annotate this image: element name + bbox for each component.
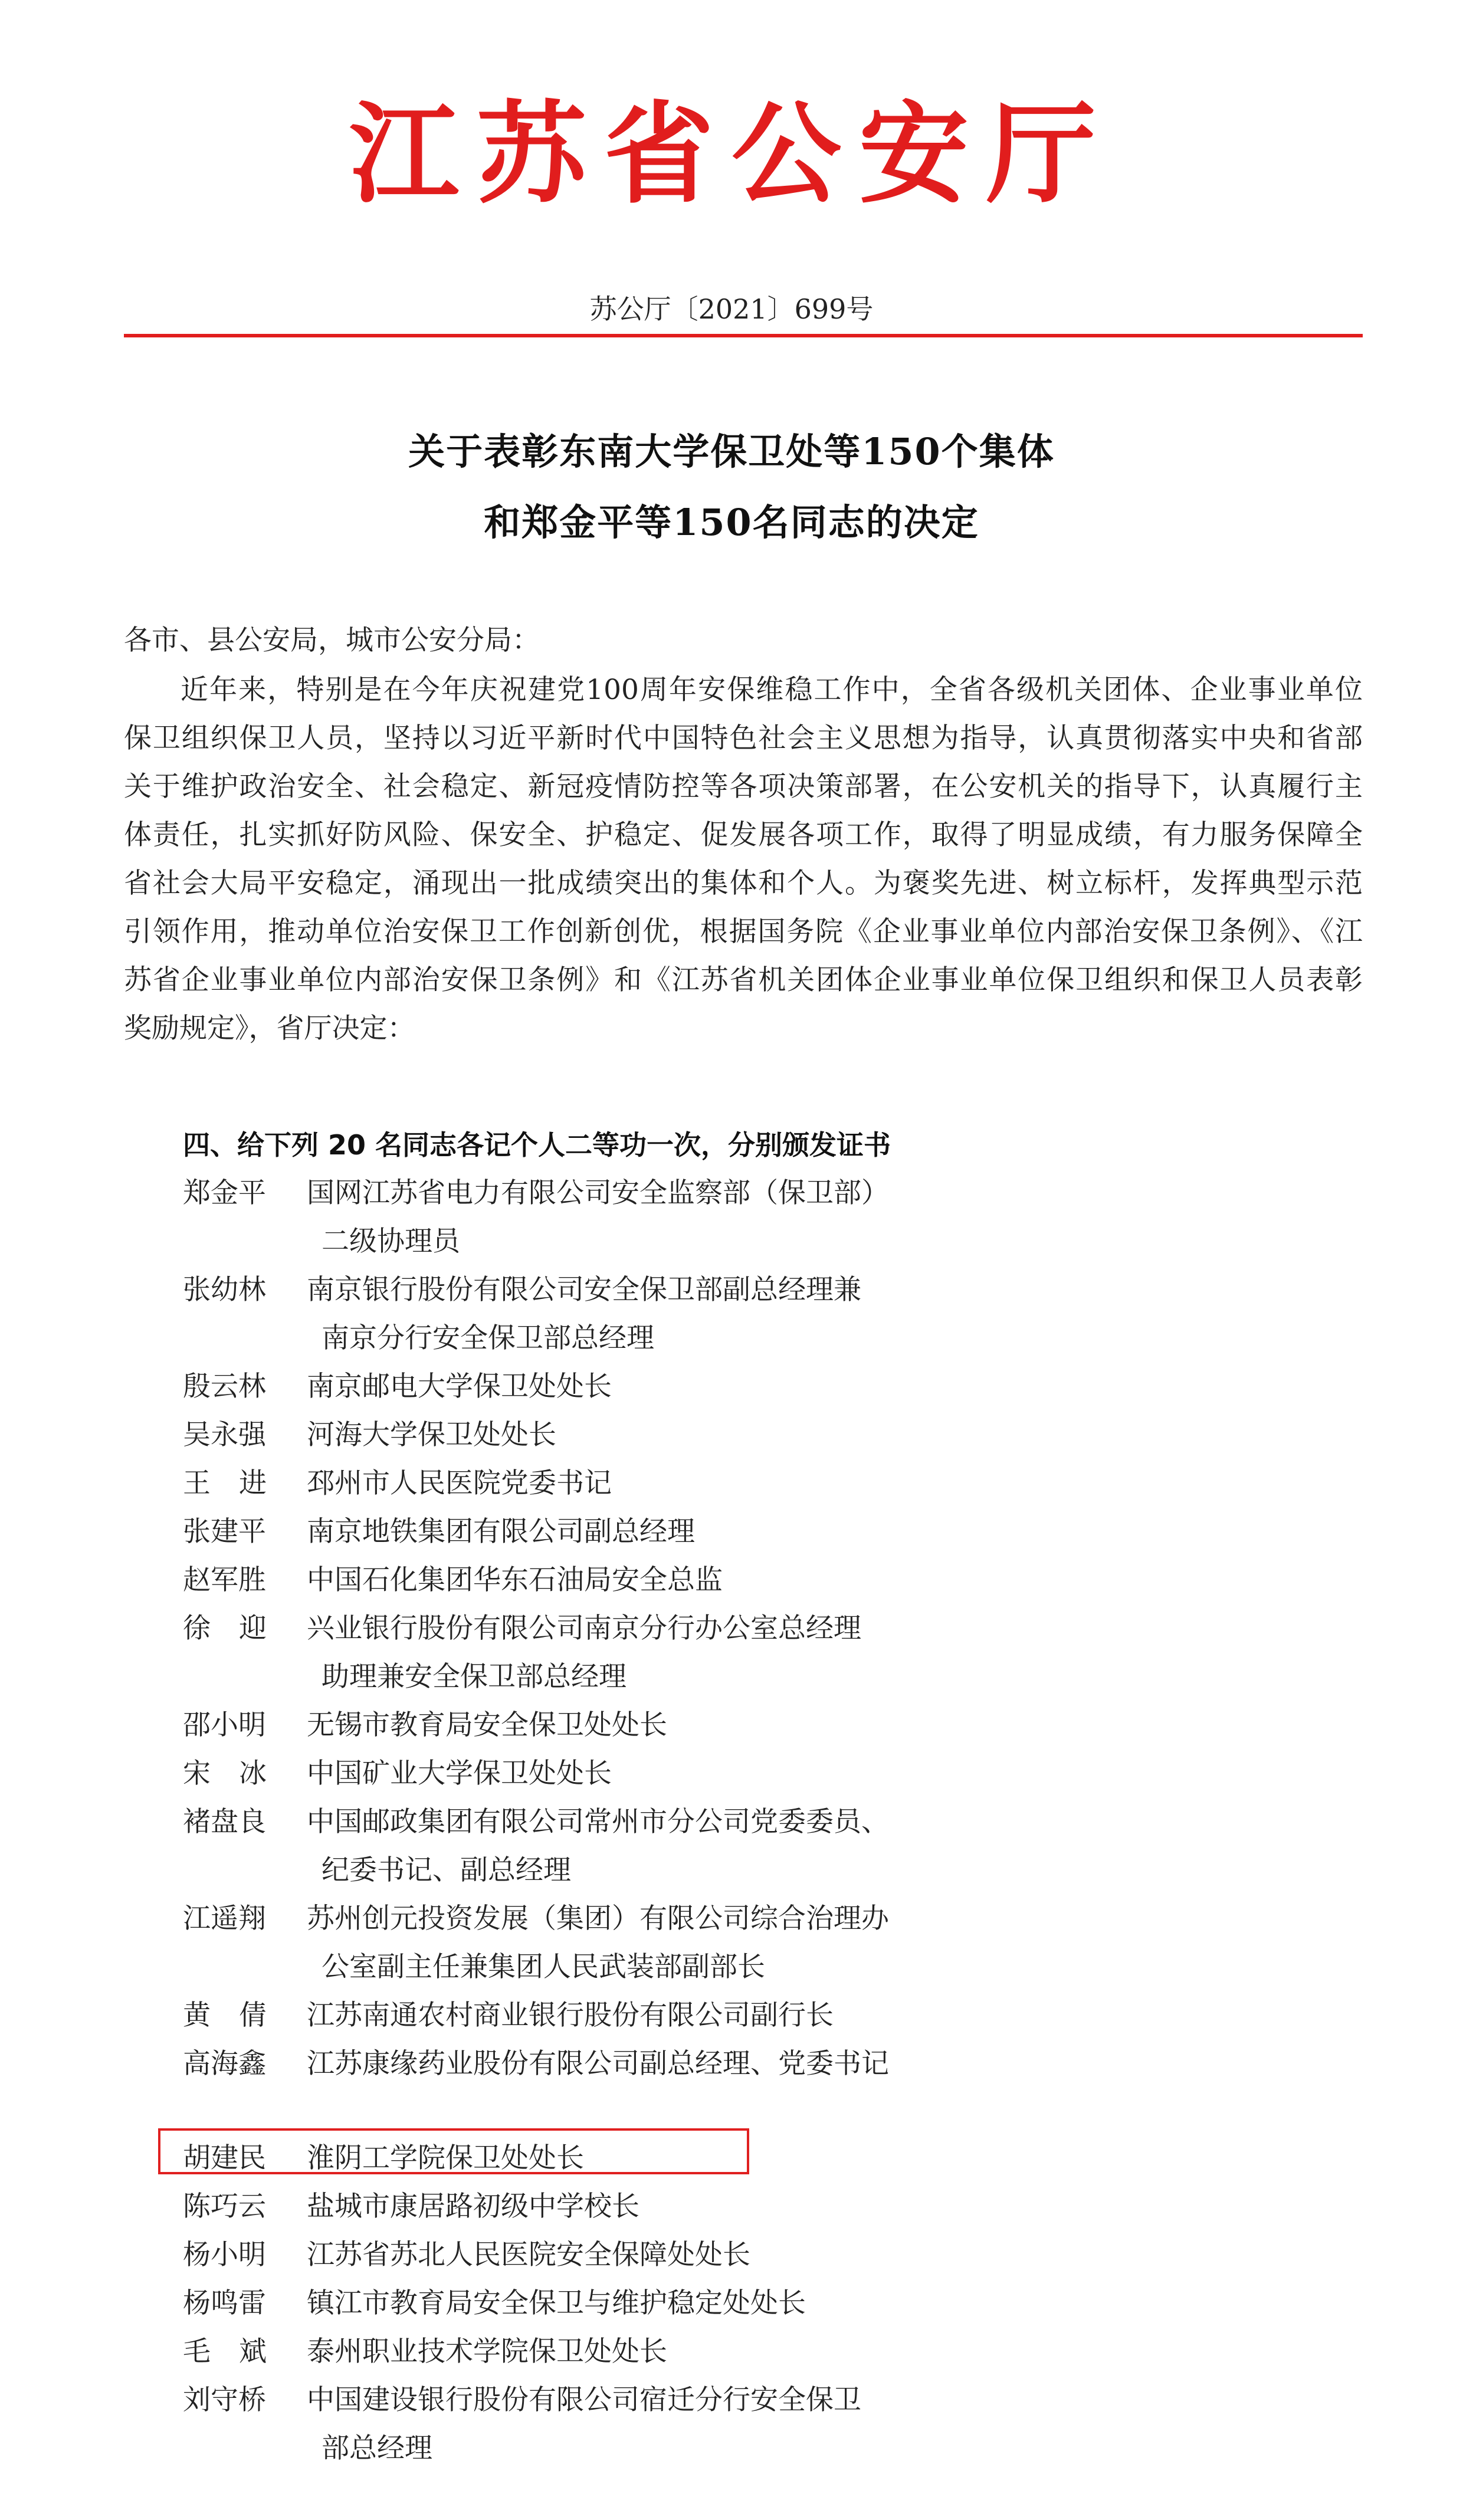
honoree-role-continued: 二级协理员 (322, 1225, 460, 1258)
honoree-role: 苏州创元投资发展（集团）有限公司综合治理办 (307, 1902, 889, 1935)
honoree-role: 泰州职业技术学院保卫处处长 (307, 2335, 667, 2368)
honoree-name: 郑金平 (183, 1177, 266, 1209)
honoree-name: 黄倩 (183, 1999, 295, 2032)
honoree-role: 中国建设银行股份有限公司宿迁分行安全保卫 (307, 2384, 861, 2416)
honoree-role-continued: 纪委书记、副总经理 (322, 1854, 571, 1886)
body-line: 省社会大局平安稳定，涌现出一批成绩突出的集体和个人。为褒奖先进、树立标杆，发挥典型示范 (124, 867, 1363, 900)
honoree-role: 中国邮政集团有限公司常州市分公司党委委员、 (307, 1806, 889, 1838)
honoree-role: 镇江市教育局安全保卫与维护稳定处处长 (307, 2287, 806, 2319)
honoree-role: 无锡市教育局安全保卫处处长 (307, 1709, 667, 1741)
honoree-name: 张幼林 (183, 1274, 266, 1306)
body-line: 奖励规定》，省厅决定： (124, 1012, 415, 1045)
honoree-role: 江苏省苏北人民医院安全保障处处长 (307, 2239, 750, 2271)
honoree-role: 南京地铁集团有限公司副总经理 (307, 1515, 695, 1548)
header-divider (124, 334, 1363, 337)
honoree-name: 吴永强 (183, 1419, 266, 1451)
body-line: 保卫组织保卫人员，坚持以习近平新时代中国特色社会主义思想为指导，认真贯彻落实中央和省部 (124, 722, 1363, 754)
honoree-role-highlighted: 淮阴工学院保卫处处长 (307, 2142, 584, 2174)
honoree-role: 南京邮电大学保卫处处长 (307, 1370, 612, 1403)
honoree-name: 张建平 (183, 1515, 266, 1548)
body-line: 近年来，特别是在今年庆祝建党100周年安保维稳工作中，全省各级机关团体、企业事业单位 (181, 674, 1363, 706)
honoree-role: 中国石化集团华东石油局安全总监 (307, 1564, 723, 1596)
honoree-role: 国网江苏省电力有限公司安全监察部（保卫部） (307, 1177, 889, 1209)
honoree-name: 王进 (183, 1467, 295, 1499)
document-number: 苏公厅〔2021〕699号 (589, 293, 874, 325)
honoree-name: 江遥翔 (183, 1902, 266, 1935)
honoree-role: 邳州市人民医院党委书记 (307, 1467, 612, 1499)
honoree-role-continued: 部总经理 (322, 2432, 432, 2465)
honoree-name: 陈巧云 (183, 2190, 266, 2223)
honoree-role: 中国矿业大学保卫处处长 (307, 1757, 612, 1790)
section-heading: 四、给下列 20 名同志各记个人二等功一次，分别颁发证书 (183, 1129, 891, 1161)
body-line: 关于维护政治安全、社会稳定、新冠疫情防控等各项决策部署，在公安机关的指导下，认真履行主 (124, 770, 1363, 803)
honoree-role-continued: 助理兼安全保卫部总经理 (322, 1661, 626, 1693)
honoree-role-continued: 南京分行安全保卫部总经理 (322, 1322, 654, 1354)
honoree-role: 南京银行股份有限公司安全保卫部副总经理兼 (307, 1274, 861, 1306)
honoree-name: 褚盘良 (183, 1806, 266, 1838)
document-title-line-2: 和郑金平等150名同志的决定 (484, 501, 979, 544)
org-title: 江苏省公安厅 (349, 89, 1114, 218)
body-line: 苏省企业事业单位内部治安保卫条例》和《江苏省机关团体企业事业单位保卫组织和保卫人员表彰 (124, 964, 1363, 996)
honoree-role: 兴业银行股份有限公司南京分行办公室总经理 (307, 1612, 861, 1645)
honoree-name-highlighted: 胡建民 (183, 2142, 266, 2174)
honoree-name: 高海鑫 (183, 2048, 266, 2080)
honoree-name: 殷云林 (183, 1370, 266, 1403)
honoree-role: 盐城市康居路初级中学校长 (307, 2190, 639, 2223)
salutation: 各市、县公安局，城市公安分局： (124, 624, 540, 657)
honoree-role: 河海大学保卫处处长 (307, 1419, 556, 1451)
honoree-role: 江苏康缘药业股份有限公司副总经理、党委书记 (307, 2048, 889, 2080)
document-title-line-1: 关于表彰东南大学保卫处等150个集体 (408, 430, 1055, 473)
honoree-name: 杨小明 (183, 2239, 266, 2271)
honoree-name: 徐迎 (183, 1612, 295, 1645)
honoree-role-continued: 公室副主任兼集团人民武装部副部长 (322, 1951, 765, 1983)
honoree-name: 邵小明 (183, 1709, 266, 1741)
honoree-name: 杨鸣雷 (183, 2287, 266, 2319)
honoree-name: 赵军胜 (183, 1564, 266, 1596)
body-line: 体责任，扎实抓好防风险、保安全、护稳定、促发展各项工作，取得了明显成绩，有力服务保障全 (124, 819, 1363, 851)
honoree-name: 刘守桥 (183, 2384, 266, 2416)
body-line: 引领作用，推动单位治安保卫工作创新创优，根据国务院《企业事业单位内部治安保卫条例》、《江 (124, 916, 1363, 948)
honoree-role: 江苏南通农村商业银行股份有限公司副行长 (307, 1999, 834, 2032)
honoree-name: 宋冰 (183, 1757, 295, 1790)
honoree-name: 毛斌 (183, 2335, 295, 2368)
